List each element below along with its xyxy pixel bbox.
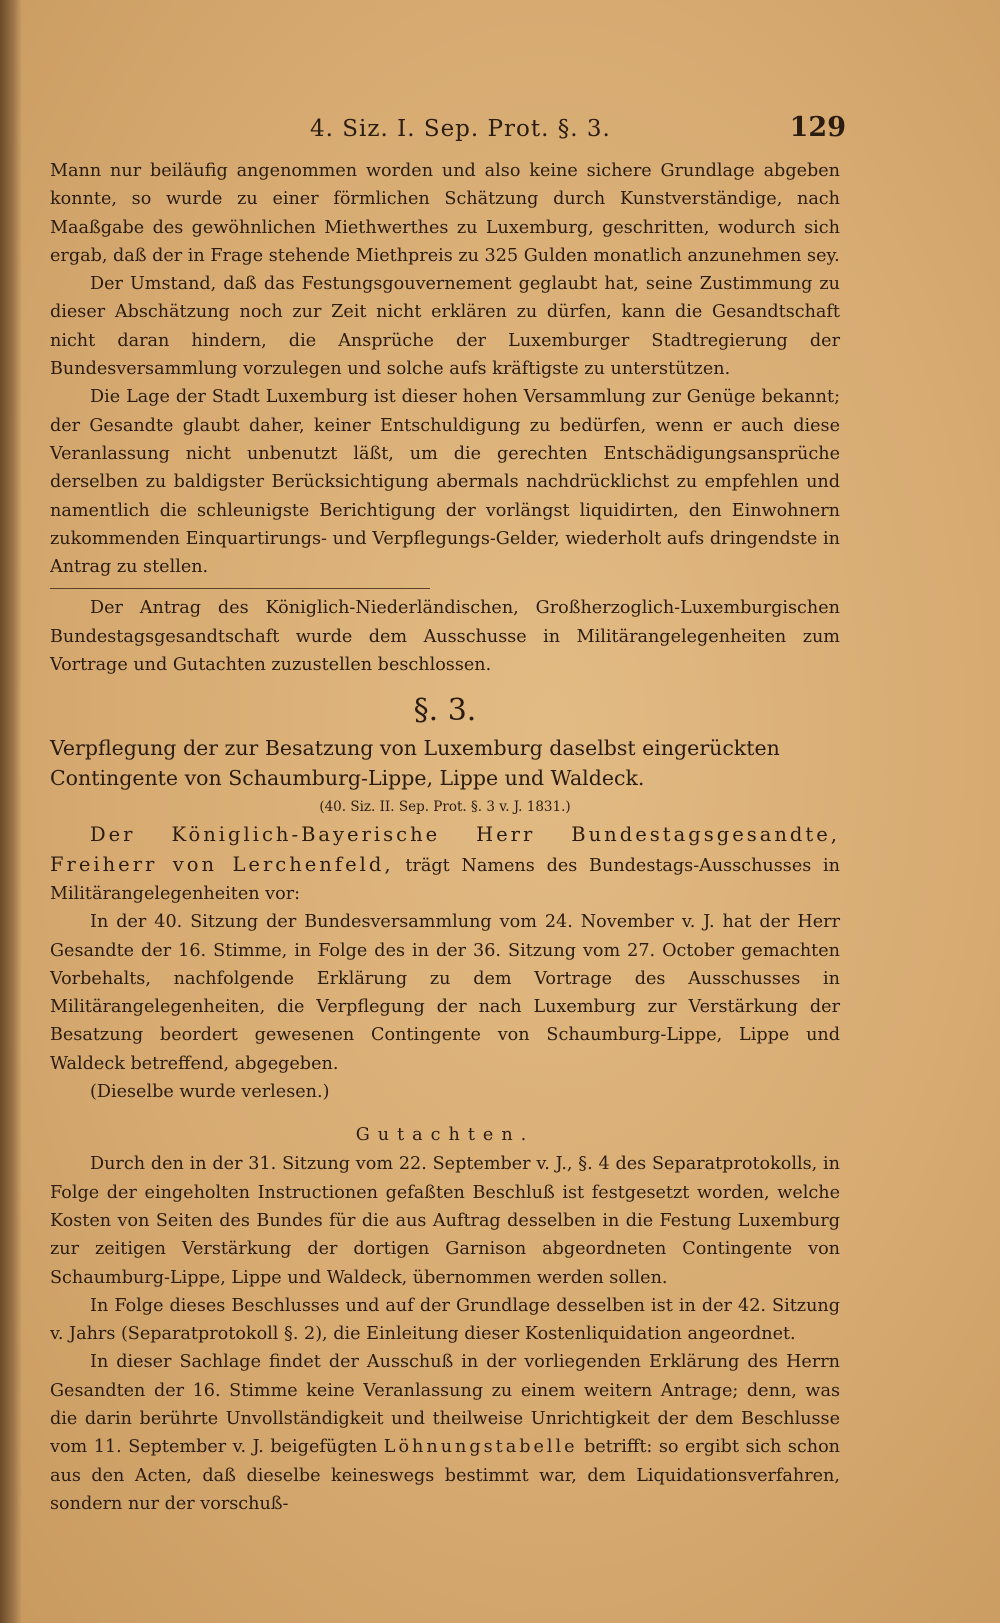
speaker-name: Der Königlich-Bayerische Herr Bundestagsgesandte, Freiherr von Lerchenfeld, [50, 823, 840, 876]
source-reference: (40. Siz. II. Sep. Prot. §. 3 v. J. 1831.) [319, 799, 571, 816]
paragraph-5: In der 40. Sitzung der Bundesversammlung vom 24. November v. J. hat der Herr Gesandte der 16. Stimme, in Folge des in der 36. Sitzung vom 27. October gemachten Vorbehalts, nachfolgende Erklärung zu dem Vortrage des Ausschusses in Militärangelegenheiten, die Verpflegung der nach Luxemburg zur Verstärkung der Besatzung beordert gewesenen Contingente von Schaumburg-Lippe, Lippe und Waldeck betreffend, abgegeben. [50, 912, 840, 1074]
paragraph-2: Der Umstand, daß das Festungsgouvernement geglaubt hat, seine Zustimmung zu dieser Abschätzung noch zur Zeit nicht erklären zu dürfen, kann die Gesandtschaft nicht daran hindern, die Ansprüche der Luxemburger Stadtregierung der Bundesversammlung vorzulegen und solche aufs kräftigste zu unterstützen. [50, 274, 840, 380]
gutachten-heading: Gutachten. [355, 1125, 535, 1146]
body-text [50, 157, 840, 1518]
section-title: Verpflegung der zur Besatzung von Luxemburg daselbst eingerückten Contingente von Schaumburg-Lippe, Lippe und Waldeck. [50, 736, 780, 791]
running-head: 4. Siz. I. Sep. Prot. §. 3. [310, 116, 611, 142]
loehnungstabelle-term: Löhnungstabelle [383, 1437, 578, 1458]
paragraph-8 [50, 1348, 840, 1518]
separator-rule [50, 588, 430, 589]
paragraph-8-end: betrifft: so ergibt sich schon aus den Acten, daß dieselbe keineswegs bestimmt war, dem Liquidationsverfahren, sondern nur der vorschuß- [50, 1437, 840, 1514]
binding-shadow [0, 0, 22, 1623]
section-mark: §. 3. [413, 693, 477, 729]
speaker-paragraph [50, 821, 840, 908]
page-header [48, 112, 846, 152]
paragraph-8-start: In dieser Sachlage findet der Ausschuß in der vorliegenden Erklärung des Herrn Gesandten der 16. Stimme keine Veranlassung zu einem weitern Antrage; denn, was die darin berührte Unvollständigkeit und theilweise Unrichtigkeit der dem Beschlusse vom 11. September v. J. beigefügten [50, 1352, 840, 1458]
paragraph-6: Durch den in der 31. Sitzung vom 22. September v. J., §. 4 des Separatprotokolls, in Folge der eingeholten Instructionen gefaßten Beschluß ist festgesetzt worden, welche Kosten von Seiten des Bundes für die aus Auftrag desselben in die Festung Luxemburg zur zeitigen Verstärkung der dortigen Garnison abgeordneten Contingente von Schaumburg-Lippe, Lippe und Waldeck, übernommen werden sollen. [50, 1154, 840, 1288]
note: (Dieselbe wurde verlesen.) [90, 1082, 330, 1103]
paragraph-4: Der Antrag des Königlich-Niederländischen, Großherzoglich-Luxemburgischen Bundestagsgesandtschaft wurde dem Ausschusse in Militärangelegenheiten zum Vortrage und Gutachten zuzustellen beschlossen. [50, 598, 840, 676]
paragraph-7: In Folge dieses Beschlusses und auf der Grundlage desselben ist in der 42. Sitzung v. Jahrs (Separatprotokoll §. 2), die Einleitung dieser Kostenliquidation angeordnet. [50, 1295, 840, 1345]
speaker-rest: trägt Namens des Bundestags-Ausschusses in Militärangelegenheiten vor: [50, 855, 841, 904]
page-number: 129 [789, 112, 846, 143]
paragraph-3: Die Lage der Stadt Luxemburg ist dieser hohen Versammlung zur Genüge bekannt; der Gesandte glaubt daher, keiner Entschuldigung zu bedürfen, wenn er auch diese Veranlassung nicht unbenutzt läßt, um die gerechten Entschädigungsansprüche derselben zu baldigster Berücksichtigung abermals nachdrücklichst zu empfehlen und namentlich die schleunigste Berichtigung der vorlängst liquidirten, den Einwohnern zukommenden Einquartirungs- und Verpflegungs-Gelder, wiederholt aufs dringendste in Antrag zu stellen. [50, 387, 840, 578]
paragraph-1: Mann nur beiläufig angenommen worden und also keine sichere Grundlage abgeben konnte, so wurde zu einer förmlichen Schätzung durch Kunstverständige, nach Maaßgabe des gewöhnlichen Miethwerthes zu Luxemburg, geschritten, wodurch sich ergab, daß der in Frage stehende Miethpreis zu 325 Gulden monatlich anzunehmen sey. [50, 161, 840, 266]
